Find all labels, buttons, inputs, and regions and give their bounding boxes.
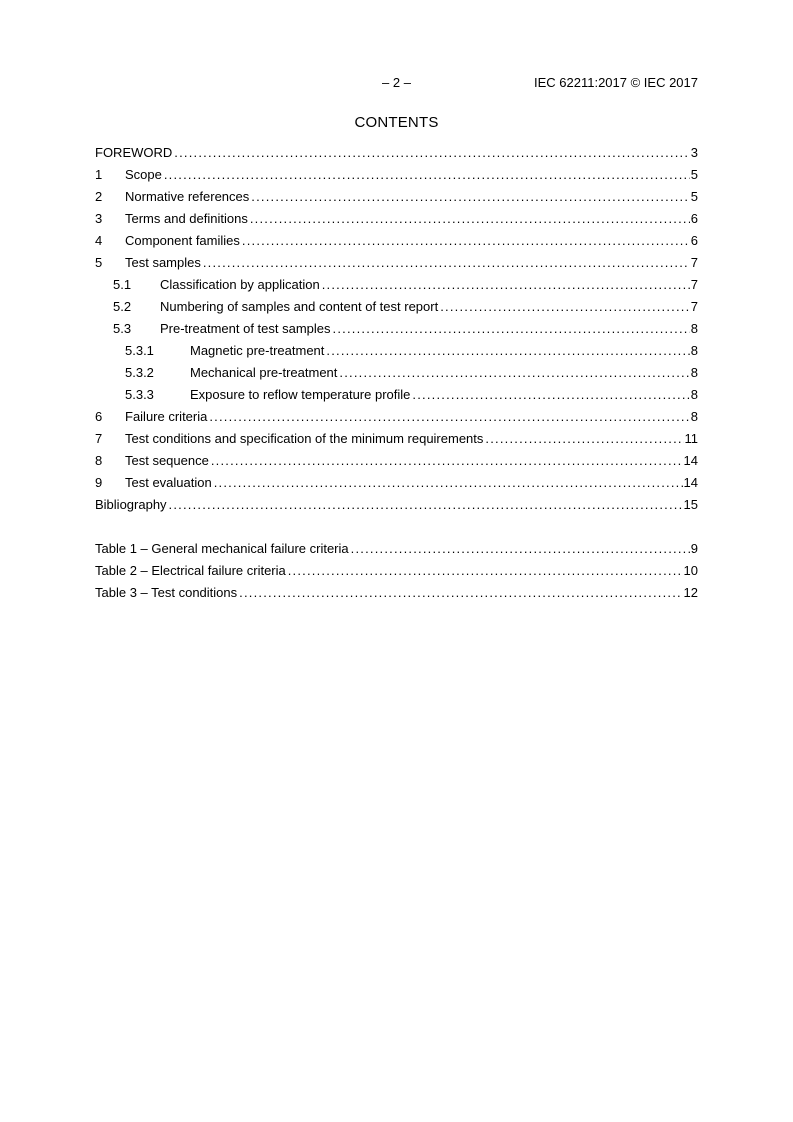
toc-entry-title: Classification by application [160, 277, 320, 292]
dot-leader [203, 254, 690, 272]
toc-entry-number: 5 [95, 255, 103, 270]
toc-entry-number: 7 [95, 431, 103, 446]
toc-entry-title: Test sequence [125, 453, 209, 468]
toc-entry-page: 15 [683, 497, 698, 512]
toc-entry-title: Exposure to reflow temperature profile [190, 387, 411, 402]
toc-entry-title: Component families [125, 233, 240, 248]
toc-entry-title: Failure criteria [125, 409, 208, 424]
toc-entry-title: Scope [125, 167, 162, 182]
toc-entry-title: Test evaluation [125, 475, 212, 490]
toc-entry-page: 8 [690, 365, 698, 380]
dot-leader [339, 364, 689, 382]
toc-entry-page: 7 [690, 255, 698, 270]
toc-entry-exposure-to-reflow[interactable] [95, 386, 698, 408]
toc-entry-number: 5.3 [113, 321, 132, 336]
toc-entry-number: 5.3.3 [125, 387, 154, 402]
toc-entry-title: Bibliography [95, 497, 167, 512]
toc-entry-title: Test samples [125, 255, 201, 270]
toc-entry-page: 6 [690, 233, 698, 248]
dot-leader [239, 584, 682, 602]
toc-entry-failure-criteria[interactable] [95, 408, 698, 430]
toc-entry-test-samples[interactable] [95, 254, 698, 276]
toc-entry-terms-and-definitions[interactable] [95, 210, 698, 232]
toc-entry-number: 5.3.2 [125, 365, 154, 380]
dot-leader [351, 540, 690, 558]
table-of-contents [95, 144, 698, 606]
toc-entry-page: 14 [683, 475, 698, 490]
toc-entry-magnetic-pre-treatment[interactable] [95, 342, 698, 364]
toc-entry-page: 11 [684, 431, 698, 446]
toc-entry-page: 5 [690, 189, 698, 204]
toc-entry-number: 5.2 [113, 299, 132, 314]
toc-entry-test-evaluation[interactable] [95, 474, 698, 496]
toc-entry-test-sequence[interactable] [95, 452, 698, 474]
dot-leader [326, 342, 689, 360]
toc-entry-page: 7 [690, 299, 698, 314]
toc-entry-title: Normative references [125, 189, 250, 204]
dot-leader [169, 496, 683, 514]
toc-entry-page: 8 [690, 343, 698, 358]
toc-entry-bibliography[interactable] [95, 496, 698, 518]
toc-entry-title: Numbering of samples and content of test report [160, 299, 439, 314]
toc-entry-numbering-of-samples[interactable] [95, 298, 698, 320]
dot-leader [174, 144, 689, 162]
toc-entry-number: 5.1 [113, 277, 132, 292]
table-list-page: 9 [690, 541, 698, 556]
dot-leader [288, 562, 683, 580]
toc-entry-number: 8 [95, 453, 103, 468]
dot-leader [214, 474, 683, 492]
table-list-entry-3[interactable] [95, 584, 698, 606]
toc-entry-page: 6 [690, 211, 698, 226]
toc-entry-title: Magnetic pre-treatment [190, 343, 325, 358]
toc-entry-number: 1 [95, 167, 103, 182]
toc-entry-title: Pre-treatment of test samples [160, 321, 331, 336]
table-list-page: 12 [683, 585, 698, 600]
toc-entry-component-families[interactable] [95, 232, 698, 254]
toc-entry-page: 5 [690, 167, 698, 182]
dot-leader [412, 386, 689, 404]
toc-entry-scope[interactable] [95, 166, 698, 188]
dot-leader [164, 166, 690, 184]
table-list-title: Table 3 – Test conditions [95, 585, 238, 600]
toc-entry-pre-treatment-of-test-samples[interactable] [95, 320, 698, 342]
toc-entry-page: 14 [683, 453, 698, 468]
toc-entry-page: 8 [690, 321, 698, 336]
toc-entry-test-conditions-and-specification[interactable] [95, 430, 698, 452]
dot-leader [250, 210, 690, 228]
toc-entry-normative-references[interactable] [95, 188, 698, 210]
document-identifier: IEC 62211:2017 © IEC 2017 [533, 75, 698, 90]
table-list-title: Table 1 – General mechanical failure criteria [95, 541, 349, 556]
table-list-title: Table 2 – Electrical failure criteria [95, 563, 286, 578]
dot-leader [485, 430, 683, 448]
dot-leader [322, 276, 690, 294]
toc-entry-page: 8 [690, 387, 698, 402]
toc-entry-classification-by-application[interactable] [95, 276, 698, 298]
toc-entry-page: 7 [690, 277, 698, 292]
toc-entry-title: Mechanical pre-treatment [190, 365, 338, 380]
toc-entry-foreword[interactable] [95, 144, 698, 166]
contents-title: CONTENTS [354, 114, 439, 131]
page-number-text: – 2 – [382, 75, 411, 90]
dot-leader [209, 408, 689, 426]
toc-entry-title: Terms and definitions [125, 211, 248, 226]
table-list-page: 10 [683, 563, 698, 578]
toc-entry-number: 6 [95, 409, 103, 424]
toc-entry-number: 3 [95, 211, 103, 226]
table-list-entry-1[interactable] [95, 540, 698, 562]
dot-leader [242, 232, 690, 250]
toc-entry-page: 3 [690, 145, 698, 160]
toc-entry-number: 9 [95, 475, 103, 490]
dot-leader [333, 320, 690, 338]
toc-entry-mechanical-pre-treatment[interactable] [95, 364, 698, 386]
dot-leader [251, 188, 689, 206]
toc-entry-title: FOREWORD [95, 145, 173, 160]
page-header [95, 75, 698, 93]
toc-entry-number: 4 [95, 233, 103, 248]
toc-entry-number: 5.3.1 [125, 343, 154, 358]
toc-entry-number: 2 [95, 189, 103, 204]
section-spacer [95, 518, 698, 540]
dot-leader [211, 452, 683, 470]
toc-entry-page: 8 [690, 409, 698, 424]
dot-leader [440, 298, 690, 316]
toc-entry-title: Test conditions and specification of the minimum requirements [125, 431, 484, 446]
table-list-entry-2[interactable] [95, 562, 698, 584]
